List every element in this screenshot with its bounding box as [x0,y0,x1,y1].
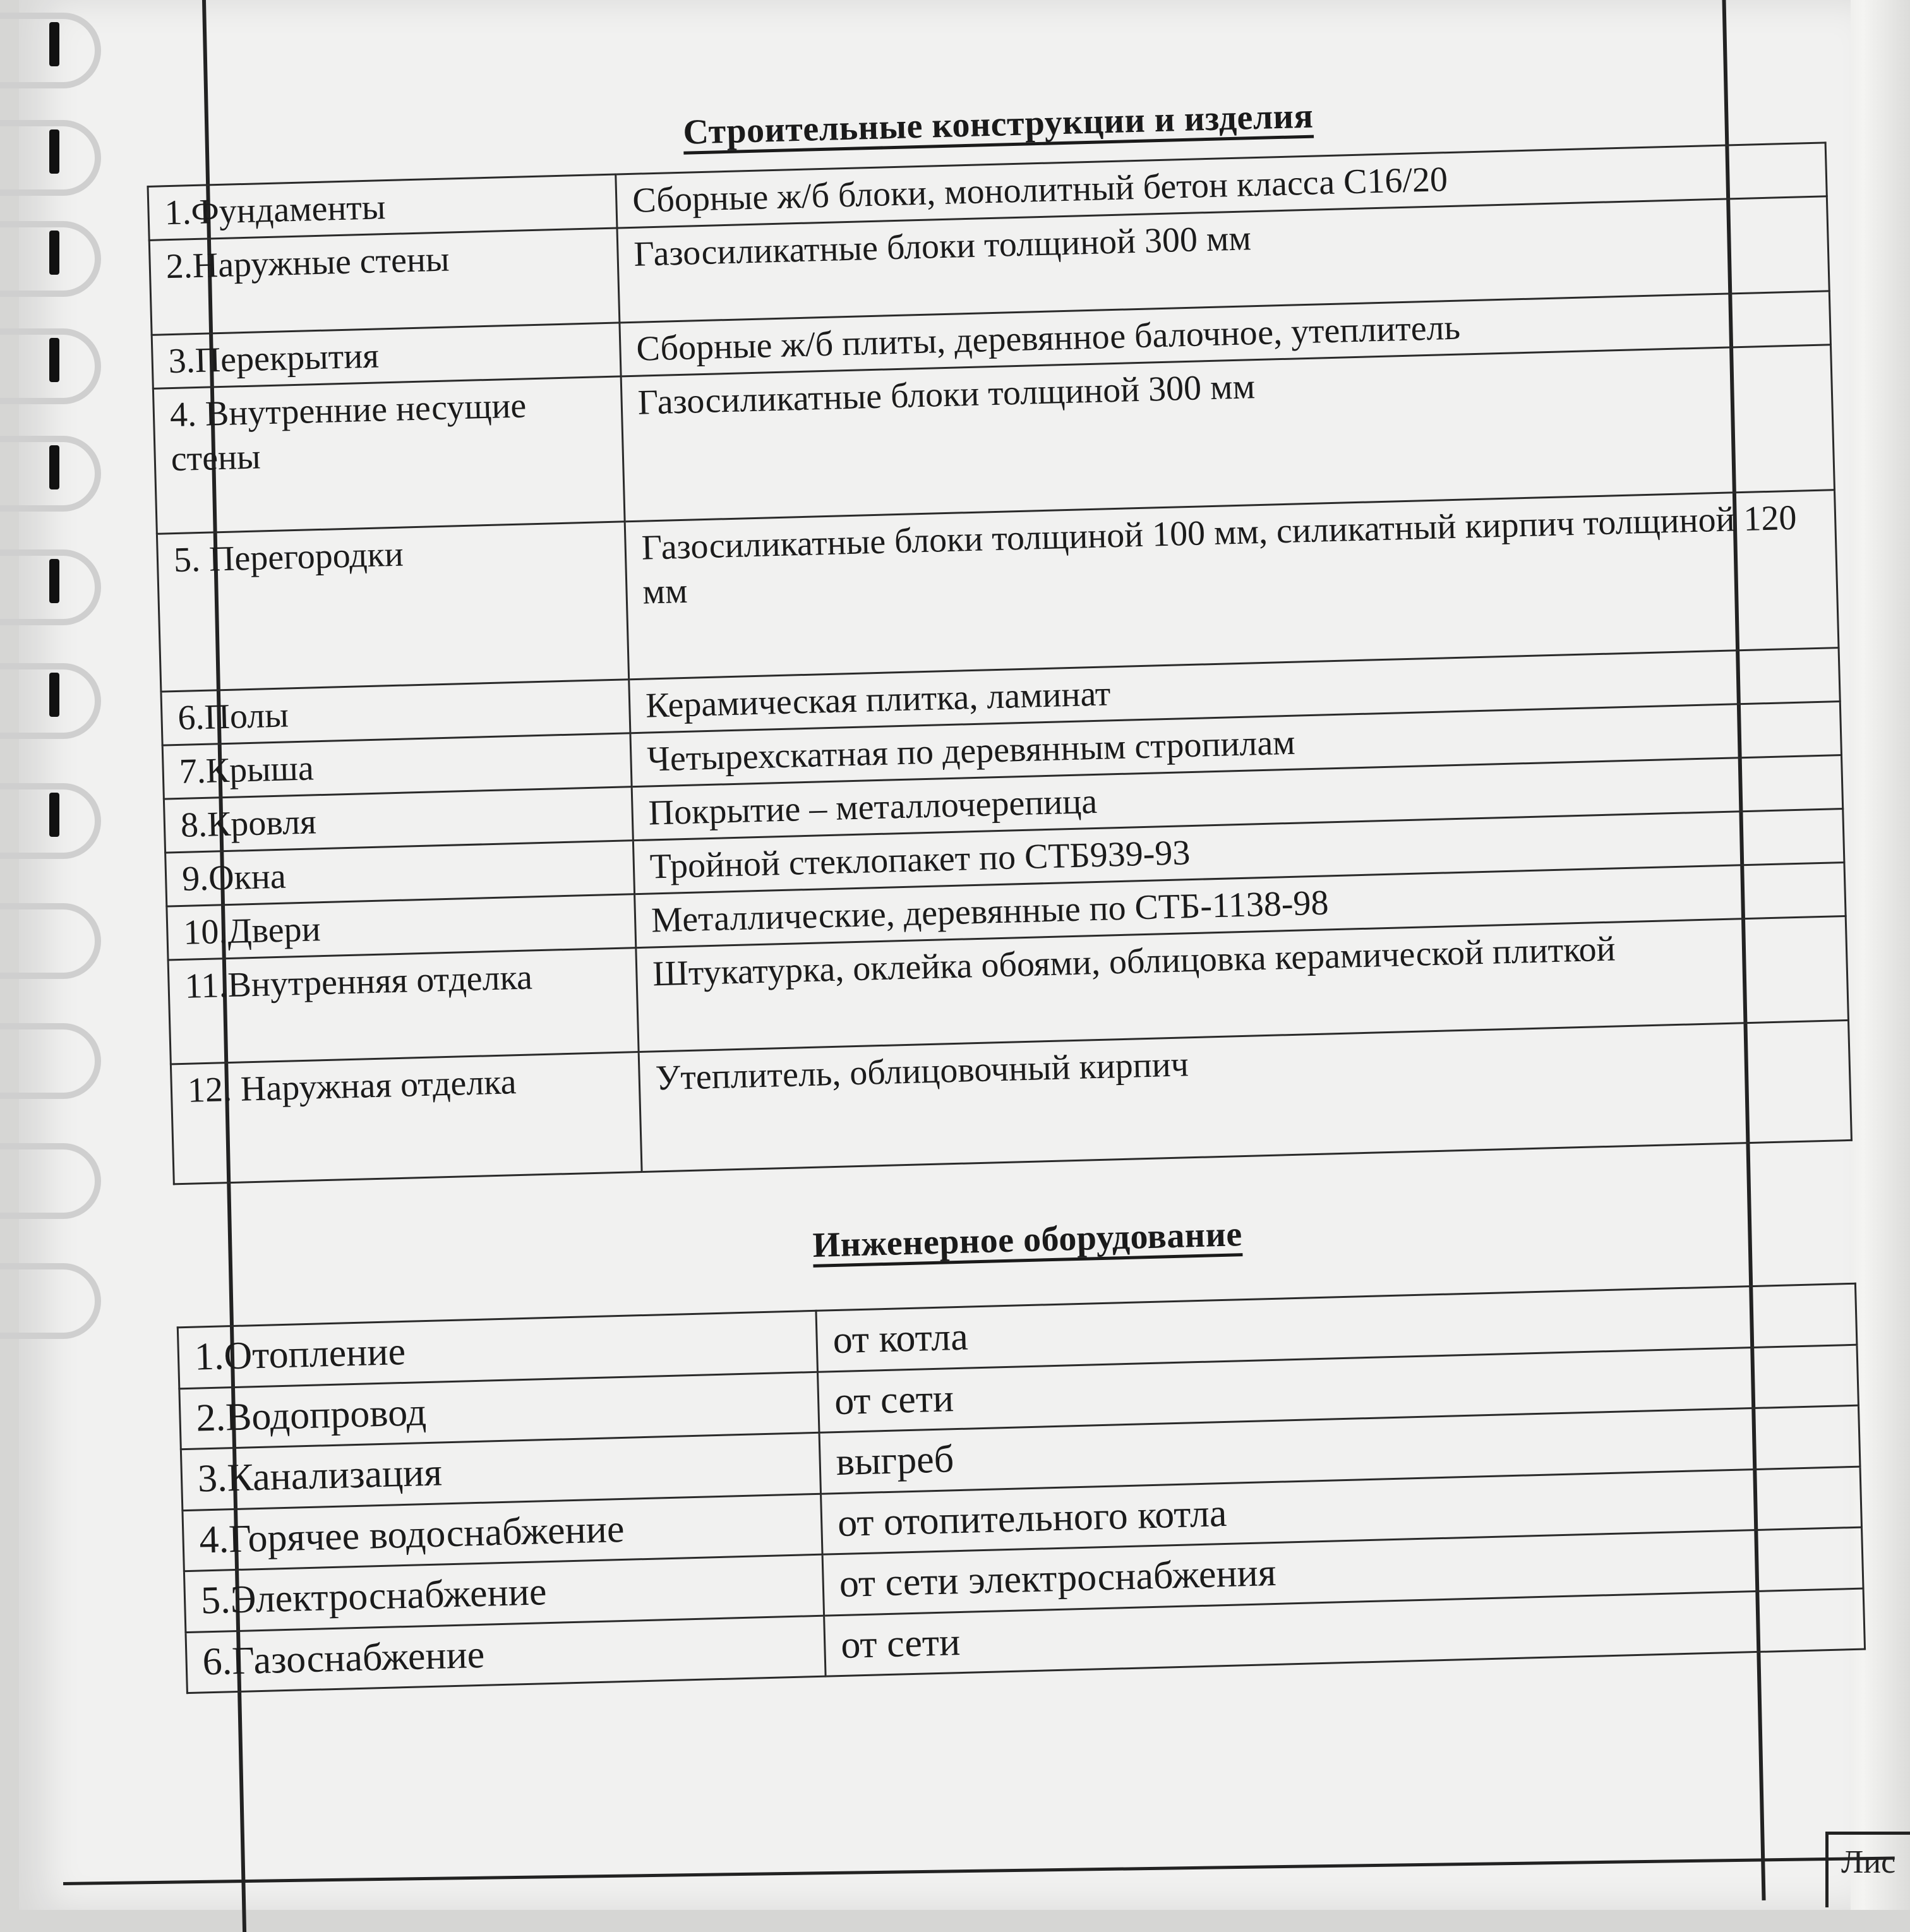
row-value: от сети [824,1588,1865,1677]
row-key: 4.Горячее водоснабжение [183,1494,822,1571]
binding-ring-shadow [49,445,59,489]
row-value: Сборные ж/б плиты, деревянное балочное, утеплитель [620,291,1831,376]
row-value: Газосиликатные блоки толщиной 100 мм, силикатный кирпич толщиной 120 мм [625,490,1839,680]
structures-table [147,141,1853,1185]
equipment-table [177,1283,1866,1694]
binding-ring-shadow [49,129,59,174]
row-value: Утеплитель, облицовочный кирпич [639,1020,1851,1172]
row-value: от сети электроснабжения [822,1527,1863,1616]
row-key: 10.Двери [167,894,636,960]
row-key: 1.Фундаменты [148,174,617,240]
row-key: 7.Крыша [162,733,632,799]
row-key: 5. Перегородки [157,522,628,692]
row-value: от котла [816,1283,1857,1372]
sheet-label: Лис [1841,1844,1896,1880]
row-value: Металлические, деревянные по СТБ-1138-98 [635,862,1846,947]
row-value: Керамическая плитка, ламинат [629,648,1841,733]
equipment-title: Инженерное оборудование [812,1215,1243,1265]
binding-ring-shadow [49,338,59,382]
row-key: 4. Внутренние несущие стены [153,376,625,534]
row-value: Штукатурка, оклейка обоями, облицовка керамической плиткой [636,916,1849,1052]
row-key: 3.Канализация [181,1432,820,1510]
row-key: 3.Перекрытия [152,323,621,388]
row-value: Тройной стеклопакет по СТБ939-93 [633,809,1844,894]
binding-ring [0,1143,101,1219]
row-key: 1.Отопление [177,1311,817,1388]
row-key: 11.Внутренняя отделка [168,948,639,1064]
row-value: Сборные ж/б блоки, монолитный бетон класса С16/20 [616,143,1827,228]
document-page [19,0,1851,1910]
row-value: Четырехскатная по деревянным стропилам [630,702,1842,787]
binding-ring-shadow [49,559,59,603]
row-value: выгреб [819,1405,1860,1494]
sheet-label-cell [1825,1832,1910,1907]
row-key: 6.Полы [161,680,630,745]
row-key: 2.Наружные стены [149,228,620,335]
binding-ring [0,1263,101,1339]
binding-ring-shadow [49,673,59,717]
structures-title: Строительные конструкции и изделия [682,96,1314,152]
binding-ring [0,1023,101,1099]
row-key: 6.Газоснабжение [186,1616,826,1693]
page-content [145,81,1891,1694]
row-key: 9.Окна [165,841,635,906]
row-key: 8.Кровля [164,787,633,853]
row-value: Газосиликатные блоки толщиной 300 мм [617,196,1829,323]
row-key: 12. Наружная отделка [171,1052,642,1184]
row-key: 2.Водопровод [179,1372,819,1449]
binding-ring-shadow [49,793,59,837]
binding-ring [0,903,101,979]
binding-ring-shadow [49,22,59,66]
row-key: 5.Электроснабжение [184,1554,824,1632]
row-value: от сети [817,1345,1858,1433]
row-value: от отопительного котла [821,1467,1862,1555]
row-value: Газосиликатные блоки толщиной 300 мм [621,345,1834,522]
row-value: Покрытие – металлочерепица [632,755,1843,841]
binding-ring-shadow [49,231,59,275]
